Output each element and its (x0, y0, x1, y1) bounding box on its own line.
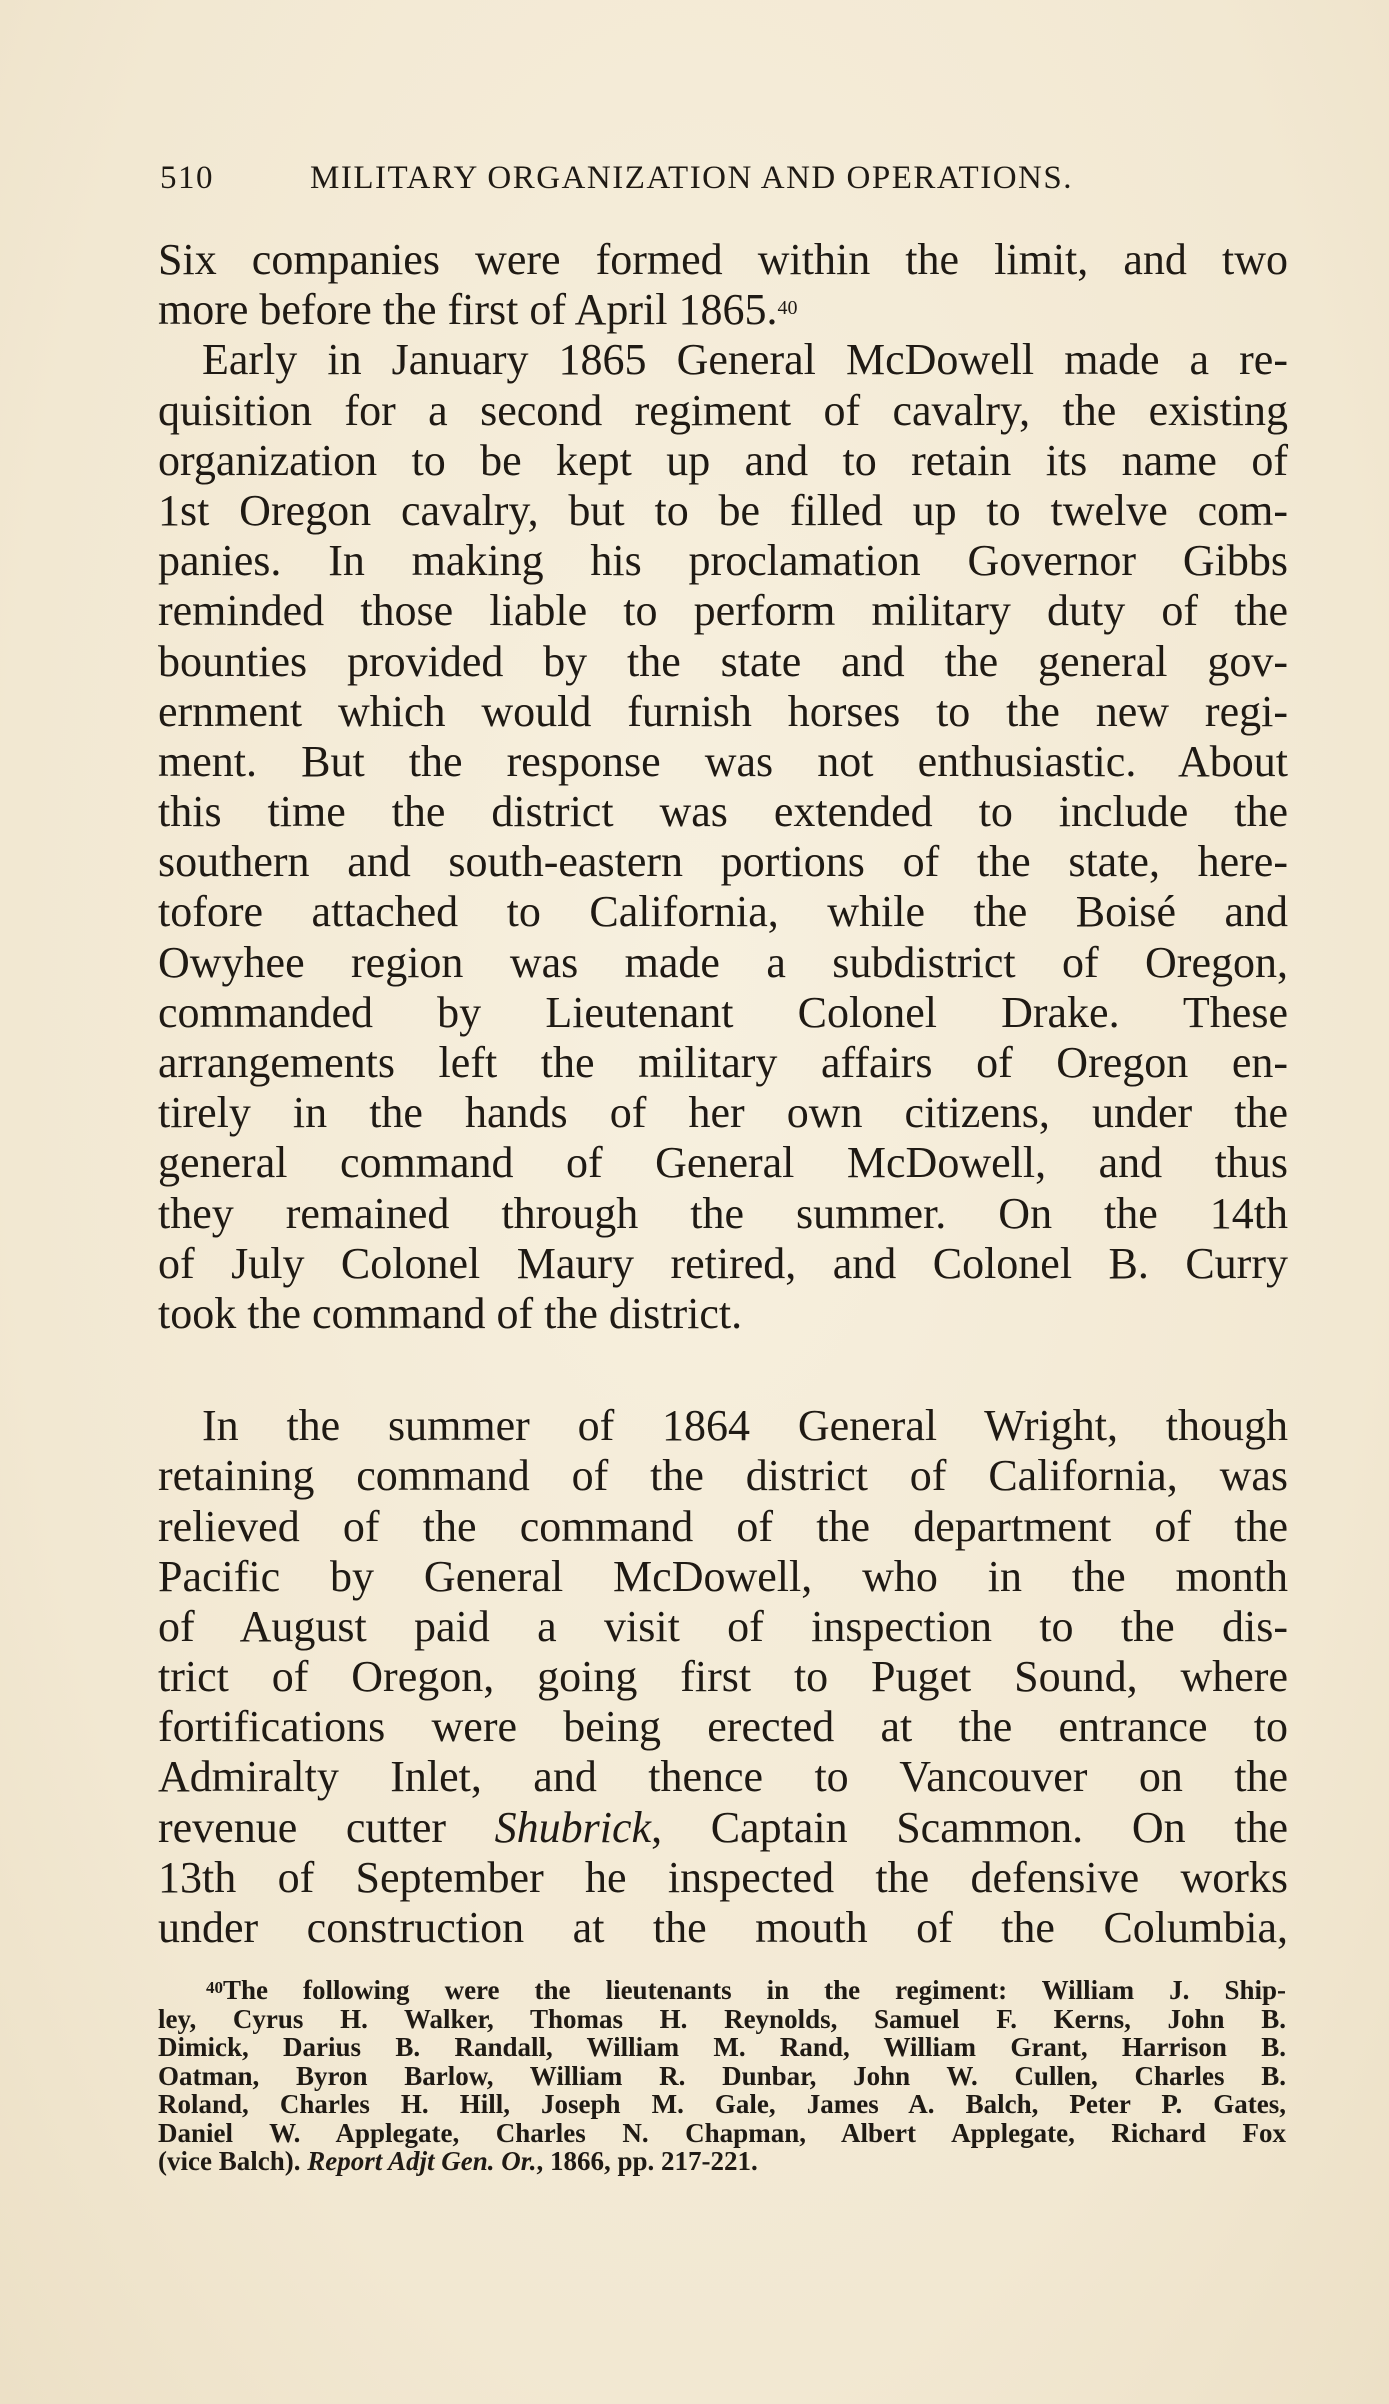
text-line: Owyhee region was made a subdistrict of Oregon, (158, 937, 1288, 987)
text-fragment: , Captain Scammon. On the (651, 1802, 1288, 1852)
text-line: under construction at the mouth of the Columbia, (158, 1903, 1288, 1952)
text-line: retaining command of the district of California, was (158, 1451, 1288, 1501)
footnote-line (158, 1976, 1286, 2005)
body-text (158, 235, 1288, 1953)
text-line: arrangements left the military affairs of Oregon en- (158, 1038, 1288, 1087)
ship-name: Shubrick (494, 1802, 652, 1852)
text-line: tofore attached to California, while the Boisé and (158, 887, 1288, 937)
text-line: quisition for a second regiment of cavalry, the existing (158, 385, 1288, 435)
text-line: ernment which would furnish horses to the new regi- (158, 686, 1288, 736)
footnote (158, 1976, 1286, 2176)
footnote-line (158, 2147, 1286, 2176)
text-line: tirely in the hands of her own citizens, under the (158, 1088, 1288, 1138)
text-line: general command of General McDowell, and thus (158, 1138, 1288, 1188)
footnote-marker: 40 (206, 1978, 223, 1997)
text-line: 13th of September he inspected the defensive works (158, 1852, 1288, 1902)
text-fragment: more before the first of April 1865. (158, 285, 778, 335)
text-line: trict of Oregon, going first to Puget Sound, where (158, 1652, 1288, 1702)
text-line: Admiralty Inlet, and thence to Vancouver on the (158, 1752, 1288, 1802)
text-line (158, 1803, 1288, 1853)
text-line: Early in January 1865 General McDowell made a re- (202, 335, 1288, 385)
source-title: Report Adjt Gen. Or. (307, 2146, 537, 2176)
footnote-line: Roland, Charles H. Hill, Joseph M. Gale, James A. Balch, Peter P. Gates, (158, 2089, 1286, 2119)
text-fragment: revenue cutter (158, 1802, 495, 1852)
text-line: 1st Oregon cavalry, but to be filled up to twelve com- (158, 485, 1288, 535)
text-fragment: (vice Balch). (158, 2146, 308, 2176)
text-line: took the command of the district. (158, 1288, 743, 1338)
text-line: relieved of the command of the department of the (158, 1501, 1288, 1551)
text-line: Pacific by General McDowell, who in the month (158, 1551, 1288, 1601)
text-line: of July Colonel Maury retired, and Colonel B. Curry (158, 1238, 1288, 1288)
text-line: this time the district was extended to include the (158, 787, 1288, 837)
page-number: 510 (160, 160, 214, 196)
text-line: bounties provided by the state and the general gov- (158, 636, 1288, 686)
running-title: MILITARY ORGANIZATION AND OPERATIONS. (310, 160, 1073, 196)
text-line: commanded by Lieutenant Colonel Drake. These (158, 987, 1288, 1037)
text-line: panies. In making his proclamation Governor Gibbs (158, 536, 1288, 586)
text-line: ment. But the response was not enthusiastic. About (158, 736, 1288, 786)
text-line: southern and south-eastern portions of the state, here- (158, 837, 1288, 887)
text-line: Six companies were formed within the limit, and two (158, 235, 1288, 284)
text-fragment: The following were the lieutenants in the regiment: William J. Ship- (223, 1975, 1286, 2005)
footnote-line: Dimick, Darius B. Randall, William M. Rand, William Grant, Harrison B. (158, 2032, 1286, 2062)
footnote-reference: 40 (777, 297, 798, 320)
text-line: organization to be kept up and to retain its name of (158, 435, 1288, 485)
text-fragment: , 1866, pp. 217-221. (536, 2146, 758, 2176)
text-line: they remained through the summer. On the 14th (158, 1188, 1288, 1238)
text-line: fortifications were being erected at the entrance to (158, 1702, 1288, 1752)
section-gap (158, 1339, 1288, 1401)
text-line: reminded those liable to perform military duty of the (158, 586, 1288, 636)
text-line: In the summer of 1864 General Wright, though (202, 1401, 1288, 1451)
text-line (158, 285, 1288, 335)
page-header (160, 160, 1290, 210)
text-line: of August paid a visit of inspection to the dis- (158, 1601, 1288, 1651)
footnote-line: ley, Cyrus H. Walker, Thomas H. Reynolds, Samuel F. Kerns, John B. (158, 2003, 1286, 2034)
footnote-line: Daniel W. Applegate, Charles N. Chapman, Albert Applegate, Richard Fox (158, 2117, 1286, 2148)
footnote-line: Oatman, Byron Barlow, William R. Dunbar, John W. Cullen, Charles B. (158, 2060, 1286, 2091)
